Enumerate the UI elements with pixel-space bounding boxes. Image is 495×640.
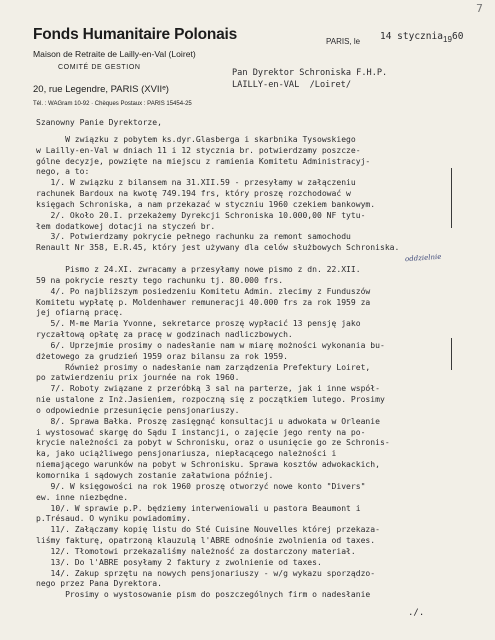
body-line: Prosimy o wystosowanie pism do poszczególnych firm o nadesłanie — [36, 590, 371, 600]
body-line: nie ustalone z Inż.Jasieniem, rozpoczną się z początkiem lutego. Prosimy — [36, 395, 385, 405]
body-line: 10/. W sprawie p.P. będziemy interweniowali u pastora Beaumont i — [36, 503, 361, 513]
handwritten-note: oddzielnie — [404, 252, 442, 264]
body-line: po zatwierdzeniu prix journée na rok 1960. — [36, 373, 240, 383]
recipient-line: Pan Dyrektor Schroniska F.H.P. — [232, 68, 388, 78]
body-line: 7/. Roboty związane z przeróbką 3 sal na parterze, jak i inne współ- — [36, 384, 380, 394]
letter-body — [36, 118, 476, 601]
body-line: 9/. W księgowości na rok 1960 proszę otworzyć nowe konto "Divers" — [36, 481, 366, 491]
body-line: 59 na pokrycie reszty tego rachunku tj. 80.000 frs. — [36, 275, 284, 285]
body-line: dżetowego za grudzień 1959 oraz bilansu za rok 1959. — [36, 351, 288, 361]
letterhead-org-name: Fonds Humanitaire Polonais — [33, 26, 238, 43]
body-line: łem dodatkowej dotacji na styczeń br. — [36, 221, 216, 231]
date-city: PARIS, le — [326, 37, 361, 46]
body-line: w Lailly-en-Val w dniach 11 i 12 stycznia br. potwierdzamy poszcze- — [36, 145, 361, 155]
letterhead-subtitle: Maison de Retraite de Lailly-en-Val (Loiret) — [33, 49, 196, 59]
body-line: ryczałtową opłatę za pracę w godzinach nadliczbowych. — [36, 330, 293, 340]
body-line: p.Trésaud. O wyniku powiadomimy. — [36, 514, 192, 524]
letterhead-committee: COMITÉ DE GESTION — [58, 64, 141, 71]
recipient-line: LAILLY-en-VAL /Loiret/ — [232, 80, 351, 90]
body-line: Komitetu wypłatę p. Moldenhawer remuneracji 40.000 frs za rok 1959 za — [36, 297, 371, 307]
body-line: i wystosować skargę do Sądu I instancji, o zajęcie jego renty na po- — [36, 427, 366, 437]
body-lines — [36, 135, 476, 601]
body-line: 1/. W związku z bilansem na 31.XII.59 - przesyłamy w załączeniu — [36, 178, 356, 188]
body-line: jej ofiarną pracę. — [36, 308, 124, 318]
body-line: 2/. Około 20.I. przekażemy Dyrekcji Schroniska 10.000,00 NF tytu- — [36, 210, 366, 220]
body-line: 13/. Do l'ABRE posyłamy 2 faktury z zwolnienie od taxes. — [36, 557, 322, 567]
body-line — [36, 254, 476, 265]
body-line: Pismo z 24.XI. zwracamy a przesyłamy nowe pismo z dn. 22.XII. — [36, 264, 361, 274]
body-line: krycie należności za pobyt w Schronisku, oraz o usunięcie go ze Schronis- — [36, 438, 390, 448]
body-line: Renault Nr 358, E.R.45, który jest używany dla celów służbowych Schroniska. — [36, 243, 400, 253]
salutation: Szanowny Panie Dyrektorze, — [36, 118, 162, 127]
date-year-suffix: 60 — [452, 31, 464, 42]
date-year-prefix: 19 — [443, 35, 452, 44]
body-line: 5/. M-me Maria Yvonne, sekretarce proszę wypłacić 13 pensję jako — [36, 319, 361, 329]
body-line: o odpowiednie przesunięcie pensjonariuszy. — [36, 405, 240, 415]
body-line: 8/. Sprawa Bałka. Proszę zasięgnąć konsultacji u adwokata w Orleanie — [36, 416, 380, 426]
body-line: 4/. Po najbliższym posiedzeniu Komitetu Admin. zlecimy z Funduszów — [36, 286, 371, 296]
body-line: 3/. Potwierdzamy pokrycie pełnego rachunku za remont samochodu — [36, 232, 351, 242]
body-line: 14/. Zakup sprzętu na nowych pensjonariuszy - w/g wykazu sporządzo- — [36, 568, 376, 578]
body-line: komornika i sądowych zostanie załatwiona później. — [36, 471, 274, 480]
body-line: W związku z pobytem ks.dyr.Glasberga i skarbnika Tysowskiego — [36, 134, 356, 144]
body-line: ew. inne niezbędne. — [36, 492, 129, 502]
body-line: niemającego warunków na pobyt w Schronisku. Sprawa kosztów adwokackich, — [36, 460, 380, 470]
body-line: księgach Schroniska, a nam przekazać w styczniu 1960 czekiem bankowym. — [36, 199, 376, 209]
body-line: nego, a to: — [36, 167, 90, 177]
body-line: 12/. Tłomotowi przekazaliśmy należność za dostarczony materiał. — [36, 546, 356, 556]
body-line: 11/. Załączamy kopię listu do Sté Cuisine Nouvelles której przekaza- — [36, 525, 380, 535]
body-line: rachunek Bardoux na kwotę 749.194 frs, który proszę rozchodować w — [36, 189, 351, 199]
body-line: gólne decyzje, powzięte na miejscu z ramienia Komitetu Administracyj- — [36, 156, 371, 166]
body-line: 6/. Uprzejmie prosimy o nadesłanie nam w miarę możności wykonania bu- — [36, 340, 385, 350]
letterhead-telephone: Tél. : WAGram 10-92 · Chèques Postaux : PARIS 15454-25 — [33, 101, 192, 107]
date-day-month: 14 stycznia — [380, 31, 443, 42]
body-line: Również prosimy o nadesłanie nam zarządzenia Prefektury Loiret, — [36, 362, 371, 372]
continuation-mark: ./. — [408, 608, 425, 618]
recipient-address — [232, 67, 387, 91]
page-number: 7 — [476, 2, 483, 15]
body-line: ka, jako uciążliwego pensjonariusza, niepłacącego należności i — [36, 449, 337, 459]
letterhead-address: 20, rue Legendre, PARIS (XVIIᵉ) — [33, 84, 169, 95]
body-line: liśmy fakturę, opatrzoną klauzulą l'ABRE odnośnie zwolnienia od taxes. — [36, 536, 376, 546]
body-line: nego przez Pana Dyrektora. — [36, 579, 162, 589]
